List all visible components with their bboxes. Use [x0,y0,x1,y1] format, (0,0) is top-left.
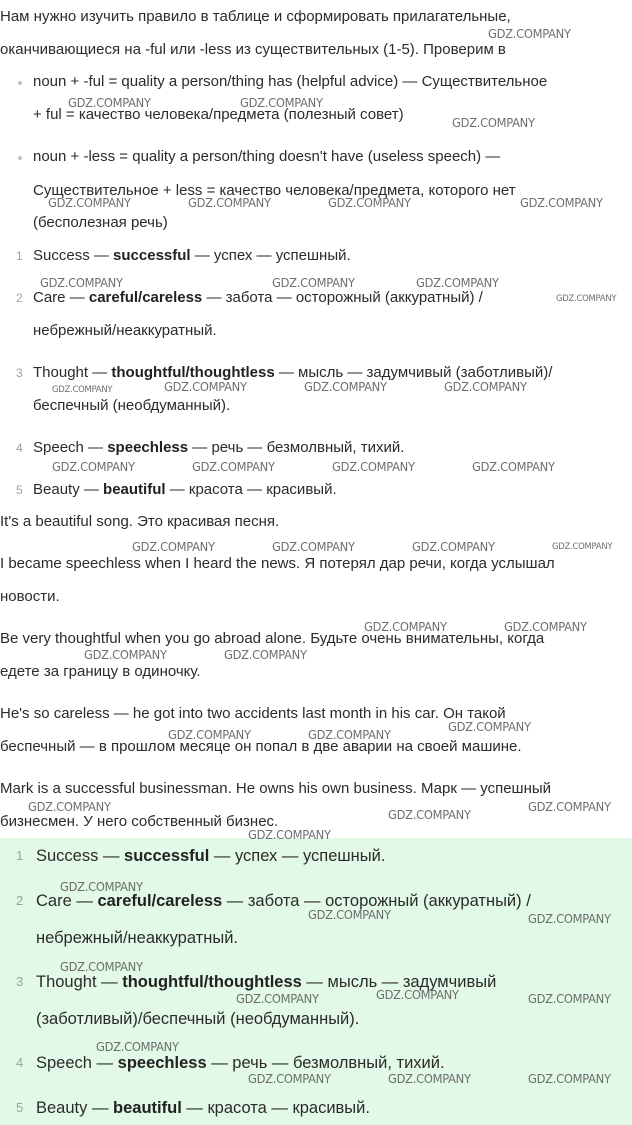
answer-number: 2 [16,291,23,305]
watermark: GDZ.COMPANY [416,275,499,291]
sentence-5-line-1: Mark is a successful businessman. He owns his own business. Марк — успешный [0,780,552,797]
answer-item-4: Speech — speechless — речь — безмолвный, тихий. [33,439,405,456]
watermark: GDZ.COMPANY [48,195,131,211]
rule-ful-line-1: noun + -ful = quality a person/thing has (helpful advice) — Существительное [33,73,548,90]
watermark: GDZ.COMPANY [448,719,531,735]
watermark: GDZ.COMPANY [60,959,143,975]
watermark: GDZ.COMPANY [272,275,355,291]
intro-line-2: оканчивающиеся на -ful или -less из существительных (1-5). Проверим в [0,41,506,58]
watermark: GDZ.COMPANY [364,619,447,635]
watermark: GDZ.COMPANY [308,727,391,743]
watermark: GDZ.COMPANY [272,539,355,555]
watermark: GDZ.COMPANY [188,195,271,211]
sentence-3-line-1: Be very thoughtful when you go abroad alone. Будьте очень внимательны, когда [0,630,545,647]
watermark: GDZ.COMPANY [304,379,387,395]
box-number: 4 [16,1055,24,1070]
rule-less-line-1: noun + -less = quality a person/thing doesn't have (useless speech) — [33,148,501,165]
watermark: GDZ.COMPANY [28,799,111,815]
watermark: GDZ.COMPANY [96,1039,179,1055]
answer-number: 3 [16,366,23,380]
box-number: 3 [16,974,24,989]
answer-item-3-cont: беспечный (необдуманный). [33,397,231,414]
answer-number: 1 [16,249,23,263]
watermark: GDZ.COMPANY [52,459,135,475]
box-item-3-cont: (заботливый)/беспечный (необдуманный). [36,1010,360,1028]
intro-line-1: Нам нужно изучить правило в таблице и сформировать прилагательные, [0,8,511,25]
watermark: GDZ.COMPANY [376,987,459,1003]
watermark: GDZ.COMPANY [388,807,471,823]
watermark: GDZ.COMPANY [328,195,411,211]
answer-number: 4 [16,441,23,455]
watermark: GDZ.COMPANY [412,539,495,555]
watermark: GDZ.COMPANY [528,991,611,1007]
box-item-2: Care — careful/careless — забота — осторожный (аккуратный) / [36,892,531,910]
watermark: GDZ.COMPANY [84,647,167,663]
rule-ful-line-2: + ful = качество человека/предмета (полезный совет) [33,106,404,123]
watermark: GDZ.COMPANY [528,911,611,927]
watermark: GDZ.COMPANY [68,95,151,111]
watermark: GDZ.COMPANY [332,459,415,475]
watermark: GDZ.COMPANY [452,115,535,131]
watermark: GDZ.COMPANY [168,727,251,743]
watermark: GDZ.COMPANY [472,459,555,475]
watermark: GDZ.COMPANY [520,195,603,211]
watermark: GDZ.COMPANY [444,379,527,395]
box-number: 1 [16,848,24,863]
watermark: GDZ.COMPANY [504,619,587,635]
watermark: GDZ.COMPANY [236,991,319,1007]
answer-item-3: Thought — thoughtful/thoughtless — мысль — задумчивый (заботливый)/ [33,364,553,381]
box-item-4: Speech — speechless — речь — безмолвный, тихий. [36,1054,445,1072]
box-item-5: Beauty — beautiful — красота — красивый. [36,1099,370,1117]
watermark: GDZ.COMPANY [388,1071,471,1087]
watermark: GDZ.COMPANY [248,1071,331,1087]
watermark: GDZ.COMPANY [52,384,113,396]
sentence-3-line-2: едете за границу в одиночку. [0,663,201,680]
rule-less-line-2: Существительное + less = качество человека/предмета, которого нет [33,182,516,199]
sentence-2-line-1: I became speechless when I heard the news. Я потерял дар речи, когда услышал [0,555,555,572]
watermark: GDZ.COMPANY [552,541,613,553]
box-item-1: Success — successful — успех — успешный. [36,847,386,865]
rule-less-line-3: (бесполезная речь) [33,214,168,231]
watermark: GDZ.COMPANY [308,907,391,923]
watermark: GDZ.COMPANY [248,827,331,843]
watermark: GDZ.COMPANY [224,647,307,663]
sentence-2-line-2: новости. [0,588,60,605]
sentence-4-line-2: беспечный — в прошлом месяце он попал в две аварии на своей машине. [0,738,522,755]
sentence-4-line-1: He's so careless — he got into two accidents last month in his car. Он такой [0,705,506,722]
answer-item-5: Beauty — beautiful — красота — красивый. [33,481,337,498]
watermark: GDZ.COMPANY [556,293,617,305]
answer-item-1: Success — successful — успех — успешный. [33,247,351,264]
answer-number: 5 [16,483,23,497]
answer-item-2: Care — careful/careless — забота — осторожный (аккуратный) / [33,289,483,306]
watermark: GDZ.COMPANY [40,275,123,291]
watermark: GDZ.COMPANY [164,379,247,395]
bullet-dot [18,81,22,85]
sentence-5-line-2: бизнесмен. У него собственный бизнес. [0,813,279,830]
bullet-dot [18,156,22,160]
box-item-2-cont: небрежный/неаккуратный. [36,929,239,947]
watermark: GDZ.COMPANY [488,26,571,42]
answer-item-2-cont: небрежный/неаккуратный. [33,322,217,339]
watermark: GDZ.COMPANY [60,879,143,895]
watermark: GDZ.COMPANY [192,459,275,475]
box-number: 5 [16,1100,24,1115]
watermark: GDZ.COMPANY [132,539,215,555]
watermark: GDZ.COMPANY [528,1071,611,1087]
watermark: GDZ.COMPANY [528,799,611,815]
box-number: 2 [16,893,24,908]
sentence-1: It's a beautiful song. Это красивая песня. [0,513,280,530]
watermark: GDZ.COMPANY [240,95,323,111]
box-item-3: Thought — thoughtful/thoughtless — мысль — задумчивый [36,973,497,991]
